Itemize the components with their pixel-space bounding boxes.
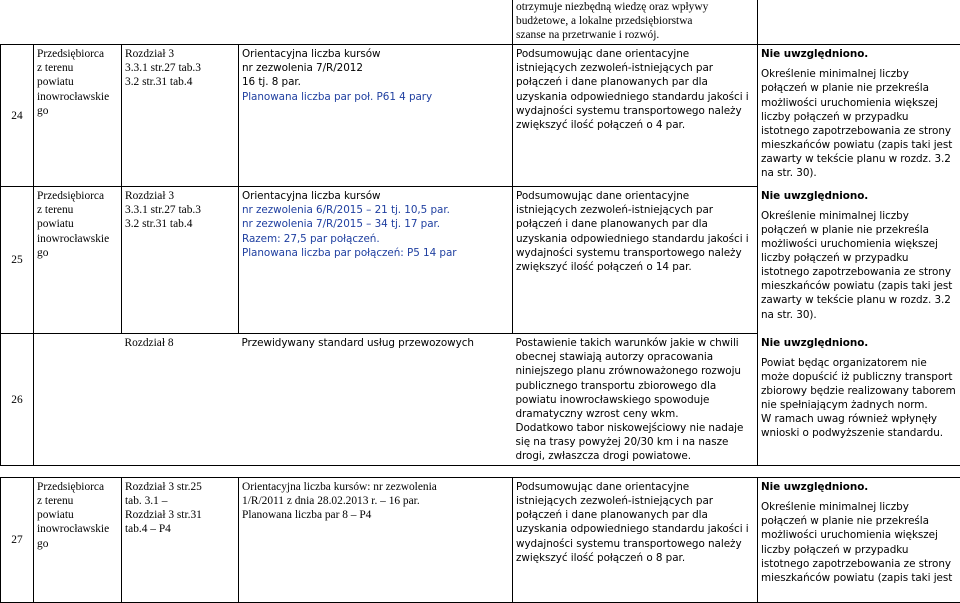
response-line: możliwości uruchomienia większej (761, 237, 957, 251)
comment-line: zwiększyć ilość połączeń o 14 par. (516, 260, 754, 274)
comment-line: dramatyczny wzrost ceny wkm. (516, 407, 755, 421)
response-line: istotnego zapotrzebowania ze strony (761, 557, 957, 571)
response-line: może dopuścić iż publiczny transport (761, 370, 957, 384)
row-number: 26 (1, 334, 34, 466)
comment-line: Postawienie takich warunków jakie w chwili (516, 336, 755, 350)
entity-line: powiatu (37, 508, 118, 522)
response-line: zawarty w tekście planu w rozdz. 3.2 (761, 293, 957, 307)
comment-line: zwiększyć ilość połączeń o 4 par. (516, 118, 754, 132)
entity-cell (34, 45, 122, 187)
reference-line: 3.3.1 str.27 tab.3 (125, 61, 235, 75)
content-line: Orientacyjna liczba kursów: nr zezwolenia (242, 480, 509, 494)
comment-line: drogi, zwłaszcza drogi powiatowe. (516, 449, 755, 463)
response-line: mieszkańców powiatu (zapis taki jest (761, 279, 957, 293)
reference-line: 3.3.1 str.27 tab.3 (125, 203, 235, 217)
reference-line: 3.2 str.31 tab.4 (125, 217, 235, 231)
content-cell (239, 187, 513, 334)
entity-cell (34, 334, 122, 466)
content-line: nr zezwolenia 7/R/2012 (242, 61, 509, 75)
response-line: połączeń w planie nie przekreśla (761, 81, 957, 95)
comment-line: uzyskania odpowiedniego standardu jakości i (516, 232, 754, 246)
response-line: Powiat będąc organizatorem nie (761, 356, 957, 370)
entity-line: Przedsiębiorca (37, 47, 118, 61)
content-line: Planowana liczba par poł. P61 4 pary (242, 90, 509, 104)
entity-line: powiatu (37, 217, 118, 231)
comment-cell (513, 45, 758, 187)
response-cell (758, 478, 960, 603)
response-line: zawarty w tekście planu w rozdz. 3.2 (761, 152, 957, 166)
comment-line: wydajności systemu transportowego należy (516, 537, 754, 551)
row-number: 25 (1, 187, 34, 334)
reference-line: Rozdział 3 (125, 47, 235, 61)
reference-line: tab. 3.1 – (125, 494, 235, 508)
entity-cell (34, 187, 122, 334)
response-status: Nie uwzględniono. (761, 480, 957, 494)
table-row (1, 334, 960, 466)
table-row (1, 45, 960, 187)
response-line: wnioski o podwyższenie standardu. (761, 426, 957, 440)
content-cell (239, 45, 513, 187)
reference-line: Rozdział 8 (125, 336, 236, 350)
response-line: Określenie minimalnej liczby (761, 209, 957, 223)
comment-cell (513, 334, 758, 466)
comment-line: zwiększyć ilość połączeń o 8 par. (516, 551, 754, 565)
response-line: zbiorowy będzie realizowany taborem (761, 384, 957, 398)
content-line: 1/R/2011 z dnia 28.02.2013 r. – 16 par. (242, 494, 509, 508)
continuation-line: szanse na przetrwanie i rozwój. (516, 28, 754, 42)
entity-line: go (37, 104, 118, 118)
comment-line: istniejących zezwoleń-istniejących par (516, 494, 754, 508)
comment-line: niniejszego planu zrównoważonego rozwoju (516, 364, 755, 378)
comment-line: uzyskania odpowiedniego standardu jakości i (516, 522, 754, 536)
response-line: liczby połączeń w przypadku (761, 110, 957, 124)
comment-line: połączeń i dane planowanych par dla (516, 508, 754, 522)
continuation-row (1, 0, 960, 45)
response-line: mieszkańców powiatu (zapis taki jest (761, 571, 957, 585)
response-cell (758, 334, 960, 466)
response-line: W ramach uwag również wpłynęły (761, 412, 957, 426)
reference-cell (122, 45, 239, 187)
content-line: nr zezwolenia 7/R/2015 – 34 tj. 17 par. (242, 217, 509, 231)
reference-line: tab.4 – P4 (125, 522, 235, 536)
content-cell (239, 334, 513, 466)
response-line: liczby połączeń w przypadku (761, 251, 957, 265)
reference-line: Rozdział 3 (125, 189, 235, 203)
continuation-line: budżetowe, a lokalne przedsiębiorstwa (516, 14, 754, 28)
entity-line: inowrocławskie (37, 232, 118, 246)
table-row (1, 187, 960, 334)
content-line: Orientacyjna liczba kursów (242, 47, 509, 61)
comment-line: się na trasy powyżej 20/30 km i na nasze (516, 435, 755, 449)
response-line: nie spełniającym żadnych norm. (761, 398, 957, 412)
response-line: istotnego zapotrzebowania ze strony (761, 265, 957, 279)
response-line: Określenie minimalnej liczby (761, 500, 957, 514)
content-line: 16 tj. 8 par. (242, 75, 509, 89)
entity-line: z terenu (37, 61, 118, 75)
response-status: Nie uwzględniono. (761, 336, 957, 350)
comment-cell (513, 478, 758, 603)
response-line: możliwości uruchomienia większej (761, 96, 957, 110)
comment-line: powiatu inowrocławskiego spowoduje (516, 393, 755, 407)
row-number: 24 (1, 45, 34, 187)
comment-line: połączeń i dane planowanych par dla (516, 75, 754, 89)
comment-line: wydajności systemu transportowego należy (516, 246, 754, 260)
table-row (1, 478, 960, 603)
response-line: mieszkańców powiatu (zapis taki jest (761, 138, 957, 152)
response-line: na str. 30). (761, 166, 957, 180)
entity-line: Przedsiębiorca (37, 189, 118, 203)
reference-cell (122, 478, 239, 603)
entity-line: inowrocławskie (37, 90, 118, 104)
reference-line: Rozdział 3 str.31 (125, 508, 235, 522)
continuation-line: otrzymuje niezbędną wiedzę oraz wpływy (516, 0, 754, 14)
comment-line: Podsumowując dane orientacyjne (516, 189, 754, 203)
reference-line: Rozdział 3 str.25 (125, 480, 235, 494)
row-spacer (1, 466, 960, 478)
reference-cell (122, 334, 239, 466)
comment-line: Dodatkowo tabor niskowejściowy nie nadaje (516, 421, 755, 435)
comment-cell (513, 187, 758, 334)
comment-line: Podsumowując dane orientacyjne (516, 480, 754, 494)
comment-line: połączeń i dane planowanych par dla (516, 217, 754, 231)
content-cell (239, 478, 513, 603)
entity-cell (34, 478, 122, 603)
reference-cell (122, 187, 239, 334)
response-line: możliwości uruchomienia większej (761, 528, 957, 542)
reference-line: 3.2 str.31 tab.4 (125, 75, 235, 89)
response-cell (758, 187, 960, 334)
row-number: 27 (1, 478, 34, 603)
entity-line: Przedsiębiorca (37, 480, 118, 494)
response-line: połączeń w planie nie przekreśla (761, 223, 957, 237)
comment-line: uzyskania odpowiedniego standardu jakości i (516, 90, 754, 104)
response-status: Nie uwzględniono. (761, 189, 957, 203)
content-line: Orientacyjna liczba kursów (242, 189, 509, 203)
content-line: Planowana liczba par połączeń: P5 14 par (242, 246, 509, 260)
entity-line: z terenu (37, 203, 118, 217)
response-line: liczby połączeń w przypadku (761, 543, 957, 557)
content-line: nr zezwolenia 6/R/2015 – 21 tj. 10,5 par. (242, 203, 509, 217)
entity-line: inowrocławskie (37, 522, 118, 536)
entity-line: z terenu (37, 494, 118, 508)
content-line: Razem: 27,5 par połączeń. (242, 232, 509, 246)
response-line: na str. 30). (761, 308, 957, 322)
response-line: Określenie minimalnej liczby (761, 67, 957, 81)
comment-line: istniejących zezwoleń-istniejących par (516, 61, 754, 75)
entity-line: go (37, 246, 118, 260)
comment-line: obecnej stawiają autorzy opracowania (516, 350, 755, 364)
entity-line: go (37, 537, 118, 551)
continuation-comment-cell (513, 0, 758, 45)
comment-line: wydajności systemu transportowego należy (516, 104, 754, 118)
response-line: połączeń w planie nie przekreśla (761, 514, 957, 528)
response-status: Nie uwzględniono. (761, 47, 957, 61)
content-line: Planowana liczba par 8 – P4 (242, 508, 509, 522)
response-cell (758, 45, 960, 187)
comment-line: istniejących zezwoleń-istniejących par (516, 203, 754, 217)
content-line: Przewidywany standard usług przewozowych (242, 336, 510, 350)
entity-line: powiatu (37, 75, 118, 89)
comment-line: publicznego transportu zbiorowego dla (516, 379, 755, 393)
response-line: istotnego zapotrzebowania ze strony (761, 124, 957, 138)
comment-line: Podsumowując dane orientacyjne (516, 47, 754, 61)
